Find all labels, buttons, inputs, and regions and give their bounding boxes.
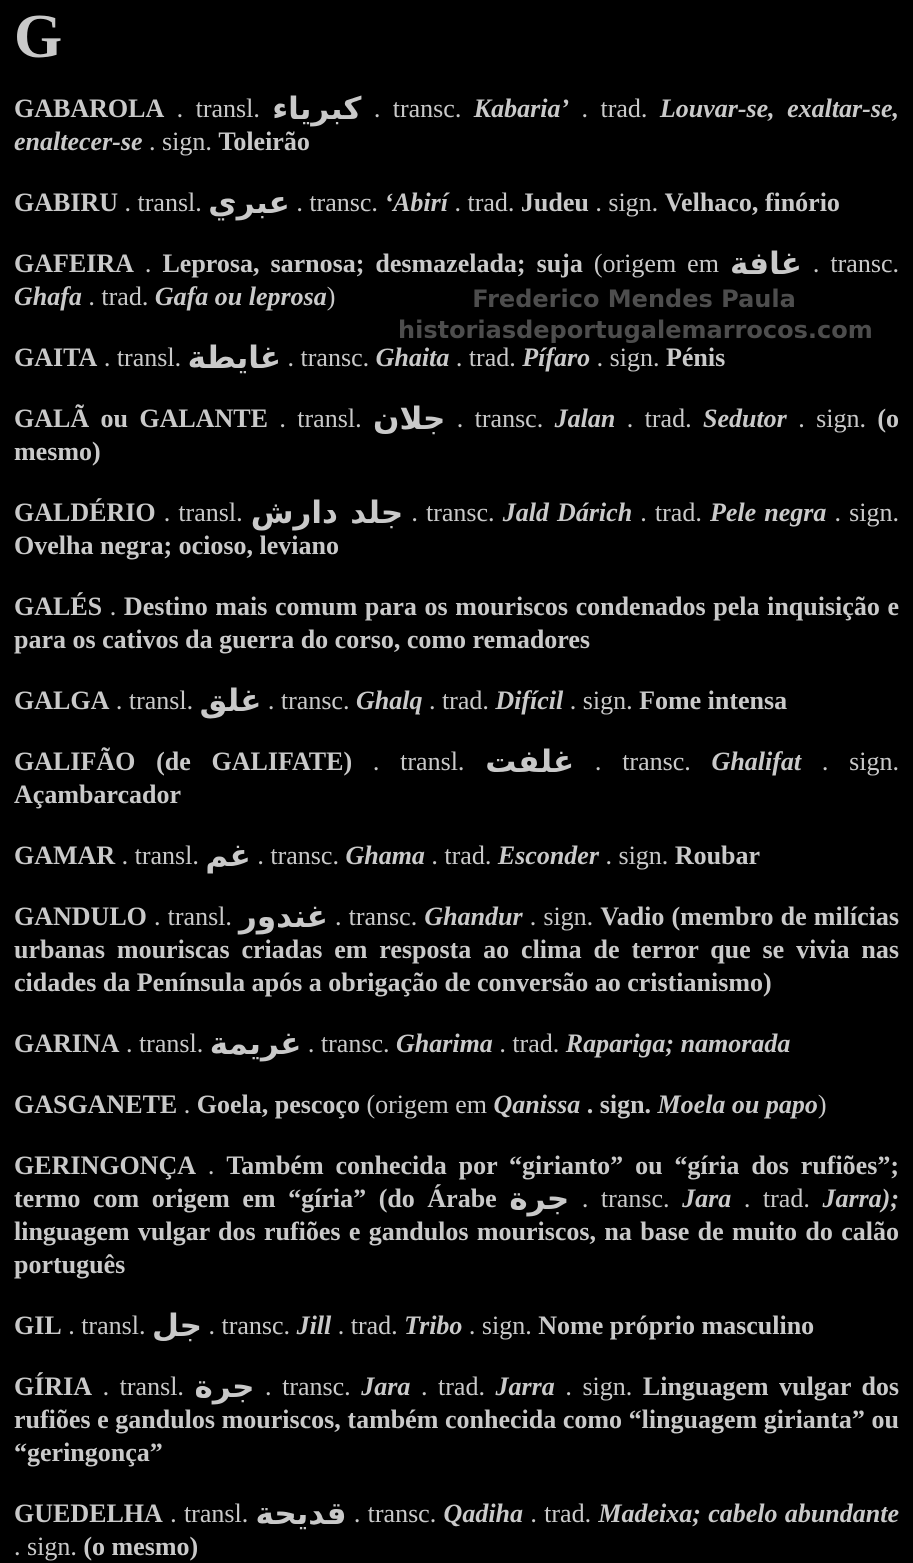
separator-label: . trad. bbox=[422, 686, 496, 715]
entry-headword: GABIRU bbox=[14, 188, 119, 217]
definition-text: Leprosa, sarnosa; desmazelada; suja bbox=[162, 249, 594, 278]
definition-text: Toleirão bbox=[218, 127, 310, 156]
glossary-entry bbox=[14, 1370, 899, 1469]
separator-label: (origem em bbox=[366, 1090, 494, 1119]
definition-text: (o mesmo) bbox=[83, 1532, 199, 1561]
entry-headword: GUEDELHA bbox=[14, 1499, 163, 1528]
separator-label: . transc. bbox=[327, 902, 425, 931]
separator-label: . transc. bbox=[250, 841, 346, 870]
term-italic: Tribo bbox=[404, 1311, 463, 1340]
arabic-script: قديحة bbox=[255, 1496, 347, 1532]
entry-headword: GALÃ ou GALANTE bbox=[14, 404, 268, 433]
separator-label: ) bbox=[326, 282, 336, 311]
term-italic: Jalan bbox=[554, 404, 616, 433]
separator-label: . transl. bbox=[109, 686, 200, 715]
separator-label: . trad. bbox=[449, 343, 523, 372]
arabic-script: غم bbox=[205, 838, 251, 874]
term-italic: Ghafa bbox=[14, 282, 82, 311]
glossary-entry bbox=[14, 1497, 899, 1563]
arabic-script: غلق bbox=[199, 683, 262, 719]
entry-headword: GALIFÃO (de GALIFATE) bbox=[14, 747, 353, 776]
entry-headword: GALÉS bbox=[14, 592, 103, 621]
glossary-entry bbox=[14, 900, 899, 999]
separator-label: . transc. bbox=[574, 747, 712, 776]
separator-label: . transc. bbox=[201, 1311, 297, 1340]
term-italic: Sedutor bbox=[702, 404, 787, 433]
separator-label: . trad. bbox=[523, 1499, 599, 1528]
separator-label: . transl. bbox=[267, 404, 373, 433]
separator-label: . trad. bbox=[424, 841, 498, 870]
separator-label: . transc. bbox=[361, 94, 474, 123]
arabic-script: جلد دارش bbox=[250, 495, 404, 531]
arabic-script: غافة bbox=[729, 246, 802, 282]
definition-text: Nome próprio masculino bbox=[538, 1311, 815, 1340]
entry-headword: GIL bbox=[14, 1311, 62, 1340]
definition-text: Judeu bbox=[520, 188, 589, 217]
term-italic: Ghalifat bbox=[711, 747, 802, 776]
separator-label: . transl. bbox=[97, 343, 188, 372]
separator-label: (origem em bbox=[593, 249, 730, 278]
definition-text: Velhaco, finório bbox=[664, 188, 840, 217]
term-italic: Jarra bbox=[495, 1372, 555, 1401]
separator-label: . trad. bbox=[447, 188, 521, 217]
definition-text: Roubar bbox=[674, 841, 761, 870]
separator-label: . sign. bbox=[554, 1372, 643, 1401]
separator-label: . sign. bbox=[522, 902, 601, 931]
separator-label: . sign. bbox=[826, 498, 900, 527]
term-italic: Ghalq bbox=[355, 686, 423, 715]
term-italic: Jarra); bbox=[822, 1184, 899, 1213]
definition-text: linguagem vulgar dos rufiões e gandulos mouriscos, na base de muito do calão português bbox=[14, 1217, 899, 1279]
glossary-entry bbox=[14, 839, 899, 872]
arabic-script: كبرياء bbox=[272, 91, 362, 127]
separator-label: . sign. bbox=[563, 686, 640, 715]
separator-label: . transl. bbox=[164, 94, 273, 123]
separator-label: . transl. bbox=[155, 498, 251, 527]
definition-text: Pénis bbox=[665, 343, 726, 372]
term-italic: Gafa ou leprosa bbox=[154, 282, 327, 311]
term-italic: Difícil bbox=[495, 686, 564, 715]
term-italic: Pele negra bbox=[709, 498, 827, 527]
separator-label: . transl. bbox=[61, 1311, 152, 1340]
definition-text: Vadio (membro de milícias urbanas mouriscas criadas em resposta ao clima de terror que se vivia nas cidades da Península após a obrigação de conversão ao cristianismo) bbox=[14, 902, 899, 997]
entry-headword: GAFEIRA bbox=[14, 249, 134, 278]
separator-label: . sign. bbox=[462, 1311, 539, 1340]
separator-label: . transc. bbox=[281, 343, 376, 372]
definition-text: Goela, pescoço bbox=[196, 1090, 367, 1119]
arabic-script: جرة bbox=[194, 1369, 255, 1405]
definition-text: Ovelha negra; ocioso, leviano bbox=[14, 531, 339, 560]
entry-headword: GASGANETE bbox=[14, 1090, 178, 1119]
separator-label: . transl. bbox=[146, 902, 240, 931]
term-italic: Ghaita bbox=[375, 343, 450, 372]
separator-label: . transl. bbox=[92, 1372, 195, 1401]
term-italic: Qadiha bbox=[443, 1499, 524, 1528]
separator-label: . trad. bbox=[331, 1311, 405, 1340]
separator-label: . sign. bbox=[14, 1532, 84, 1561]
arabic-script: جلان bbox=[372, 401, 446, 437]
arabic-script: جل bbox=[151, 1308, 202, 1344]
entry-headword: GALGA bbox=[14, 686, 110, 715]
separator-label: . trad. bbox=[569, 94, 660, 123]
definition-text: Linguagem vulgar dos rufiões e gandulos mouriscos, também conhecida como “linguagem girianta” ou “geringonça” bbox=[14, 1372, 900, 1467]
term-italic: Kabaria’ bbox=[473, 94, 570, 123]
arabic-script: غريمة bbox=[209, 1026, 302, 1062]
separator-label: . trad. bbox=[615, 404, 703, 433]
separator-label: . sign. bbox=[598, 841, 675, 870]
separator-label: ) bbox=[817, 1090, 827, 1119]
definition-text: (o mesmo) bbox=[14, 404, 900, 466]
separator-label: . transl. bbox=[352, 747, 486, 776]
entry-headword: GALDÉRIO bbox=[14, 498, 156, 527]
separator-label: . sign. bbox=[590, 343, 666, 372]
definition-text: Também conhecida por “girianto” ou “gíria dos rufiões”; termo com origem em “gíria” (do Árabe bbox=[14, 1151, 900, 1213]
separator-label: . transc. bbox=[254, 1372, 362, 1401]
separator-label: . trad. bbox=[410, 1372, 496, 1401]
term-italic: Jill bbox=[296, 1311, 332, 1340]
separator-label: . transc. bbox=[261, 686, 356, 715]
term-italic: Qanissa bbox=[493, 1090, 581, 1119]
separator-label: . transl. bbox=[115, 841, 206, 870]
term-italic: ‘Abirí bbox=[384, 188, 448, 217]
term-italic: Jara bbox=[361, 1372, 411, 1401]
glossary-entry bbox=[14, 496, 899, 562]
separator-label: . transc. bbox=[301, 1029, 396, 1058]
arabic-script: غايطة bbox=[187, 340, 282, 376]
definition-text: Destino mais comum para os mouriscos condenados pela inquisição e para os cativos da guerra do corso, como remadores bbox=[14, 592, 899, 654]
glossary-entry bbox=[14, 92, 899, 158]
separator-label: . transc. bbox=[403, 498, 503, 527]
arabic-script: عبري bbox=[208, 185, 290, 221]
glossary-entry bbox=[14, 1027, 899, 1060]
term-italic: Esconder bbox=[497, 841, 599, 870]
term-italic: Gharima bbox=[396, 1029, 493, 1058]
separator-label: . transc. bbox=[289, 188, 385, 217]
term-italic: Louvar-se, exaltar-se, enaltecer-se bbox=[14, 94, 899, 156]
separator-label: . trad. bbox=[81, 282, 155, 311]
term-italic: Rapariga; namorada bbox=[565, 1029, 791, 1058]
separator-label: . bbox=[196, 1151, 227, 1180]
term-italic: Moela ou papo bbox=[657, 1090, 818, 1119]
entry-headword: GABAROLA bbox=[14, 94, 165, 123]
definition-text: Açambarcador bbox=[14, 780, 182, 809]
separator-label: . transl. bbox=[162, 1499, 256, 1528]
separator-label: . transl. bbox=[119, 1029, 210, 1058]
entry-headword: GERINGONÇA bbox=[14, 1151, 197, 1180]
glossary-entry bbox=[14, 745, 899, 811]
definition-text: Fome intensa bbox=[639, 686, 788, 715]
separator-label: . bbox=[133, 249, 163, 278]
entry-headword: GAMAR bbox=[14, 841, 116, 870]
glossary-entry bbox=[14, 402, 899, 468]
arabic-script: غندور bbox=[239, 899, 328, 935]
separator-label: . trad. bbox=[731, 1184, 823, 1213]
glossary-entry bbox=[14, 247, 899, 313]
term-italic: Pífaro bbox=[522, 343, 591, 372]
separator-label: . transc. bbox=[569, 1184, 683, 1213]
entry-headword: GÍRIA bbox=[14, 1372, 93, 1401]
separator-label: . transc. bbox=[346, 1499, 444, 1528]
separator-label: . trad. bbox=[492, 1029, 566, 1058]
section-letter-heading: G bbox=[14, 3, 63, 71]
separator-label: . bbox=[177, 1090, 197, 1119]
glossary-entry bbox=[14, 341, 899, 374]
separator-label: . sign. bbox=[588, 188, 665, 217]
glossary-entry bbox=[14, 1149, 899, 1281]
separator-label: . transc. bbox=[445, 404, 555, 433]
watermark-author: Frederico Mendes Paula bbox=[472, 285, 796, 313]
term-italic: Jara bbox=[682, 1184, 732, 1213]
glossary-entry bbox=[14, 1309, 899, 1342]
entry-headword: GAITA bbox=[14, 343, 98, 372]
separator-label: . trad. bbox=[632, 498, 710, 527]
separator-label: . transc. bbox=[801, 249, 899, 278]
separator-label: . sign. bbox=[801, 747, 899, 776]
separator-label: . bbox=[102, 592, 124, 621]
arabic-script: جرة bbox=[509, 1181, 570, 1217]
glossary-entries bbox=[14, 92, 899, 1563]
glossary-entry bbox=[14, 186, 899, 219]
watermark-site: historiasdeportugalemarrocos.com bbox=[398, 316, 873, 344]
term-italic: Jald Dárich bbox=[502, 498, 633, 527]
entry-headword: GARINA bbox=[14, 1029, 120, 1058]
entry-headword: GANDULO bbox=[14, 902, 147, 931]
glossary-entry bbox=[14, 1088, 899, 1121]
separator-label: . transl. bbox=[118, 188, 209, 217]
term-italic: Madeixa; cabelo abundante bbox=[598, 1499, 899, 1528]
glossary-entry bbox=[14, 590, 899, 656]
definition-text: . sign. bbox=[580, 1090, 658, 1119]
glossary-entry bbox=[14, 684, 899, 717]
separator-label: . sign. bbox=[142, 127, 219, 156]
arabic-script: غلفت bbox=[485, 744, 575, 780]
term-italic: Ghama bbox=[345, 841, 425, 870]
term-italic: Ghandur bbox=[424, 902, 523, 931]
separator-label: . sign. bbox=[786, 404, 878, 433]
